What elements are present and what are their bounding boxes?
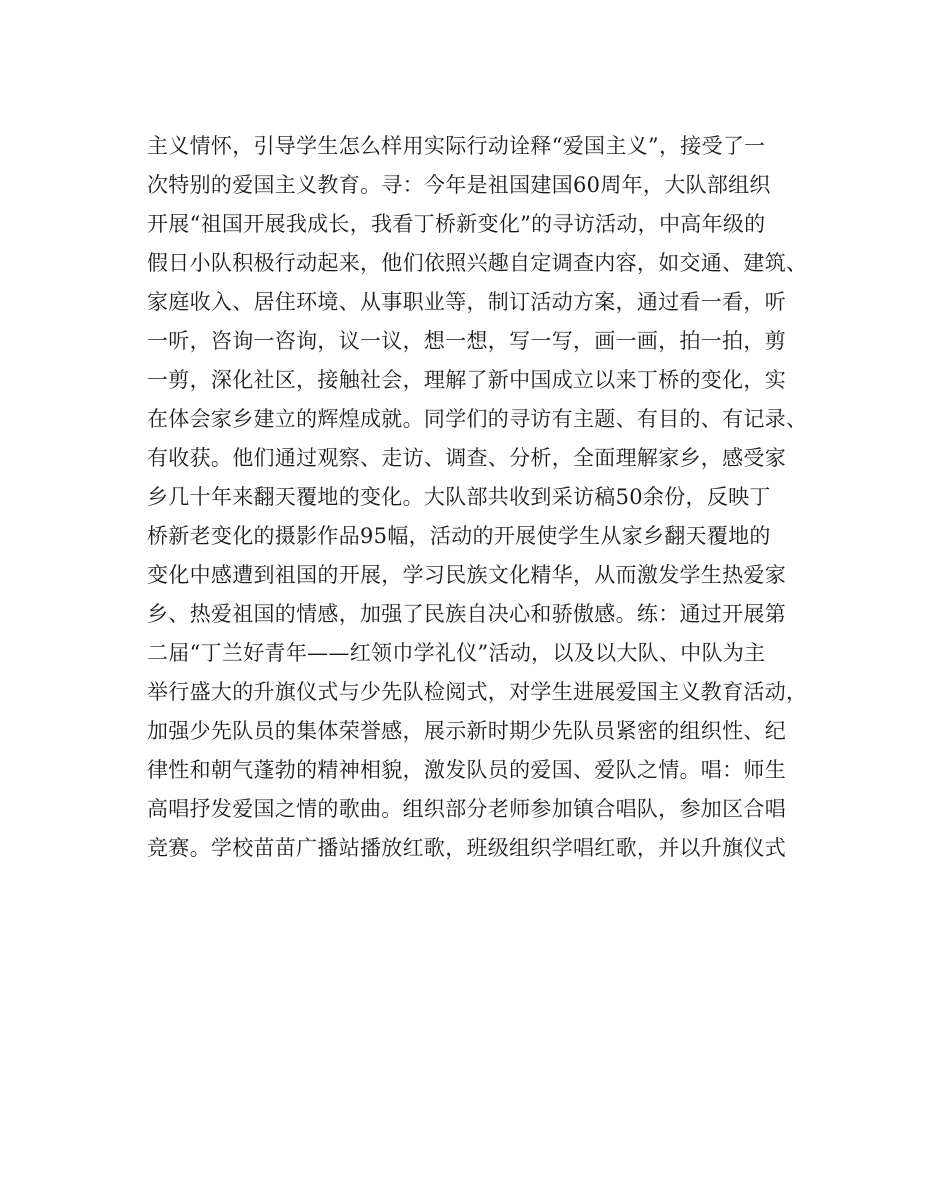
- text-line: 竞赛。学校苗苗广播站播放红歌，班级组织学唱红歌，并以升旗仪式: [147, 836, 786, 860]
- text-line: 桥新老变化的摄影作品95幅，活动的开展使学生从家乡翻天覆地的: [147, 524, 771, 548]
- text-line: 二届“丁兰好青年——红领巾学礼仪”活动，以及以大队、中队为主: [147, 641, 766, 665]
- text-line: 一剪，深化社区，接触社会，理解了新中国成立以来丁桥的变化，实: [147, 368, 786, 392]
- text-line: 乡几十年来翻天覆地的变化。大队部共收到采访稿50余份，反映丁: [147, 485, 771, 509]
- text-line: 有收获。他们通过观察、走访、调查、分析，全面理解家乡，感受家: [147, 446, 786, 470]
- text-line: 家庭收入、居住环境、从事职业等，制订活动方案，通过看一看，听: [147, 290, 786, 314]
- text-line: 假日小队积极行动起来，他们依照兴趣自定调查内容，如交通、建筑、: [147, 251, 808, 275]
- text-line: 加强少先队员的集体荣誉感，展示新时期少先队员紧密的组织性、纪: [147, 719, 786, 743]
- text-line: 次特别的爱国主义教育。寻：今年是祖国建国60周年，大队部组织: [147, 173, 771, 197]
- text-line: 一听，咨询一咨询，议一议，想一想，写一写，画一画，拍一拍，剪: [147, 329, 786, 353]
- text-line: 主义情怀，引导学生怎么样用实际行动诠释“爱国主义”，接受了一: [147, 134, 766, 158]
- text-line: 举行盛大的升旗仪式与少先队检阅式，对学生进展爱国主义教育活动，: [147, 680, 808, 704]
- text-line: 高唱抒发爱国之情的歌曲。组织部分老师参加镇合唱队，参加区合唱: [147, 797, 786, 821]
- text-line: 律性和朝气蓬勃的精神相貌，激发队员的爱国、爱队之情。唱：师生: [147, 758, 786, 782]
- text-line: 开展“祖国开展我成长，我看丁桥新变化”的寻访活动，中高年级的: [147, 212, 766, 236]
- text-line: 在体会家乡建立的辉煌成就。同学们的寻访有主题、有目的、有记录、: [147, 407, 808, 431]
- text-line: 乡、热爱祖国的情感，加强了民族自决心和骄傲感。练：通过开展第: [147, 602, 786, 626]
- text-line: 变化中感遭到祖国的开展，学习民族文化精华，从而激发学生热爱家: [147, 563, 786, 587]
- body-text: [147, 127, 827, 868]
